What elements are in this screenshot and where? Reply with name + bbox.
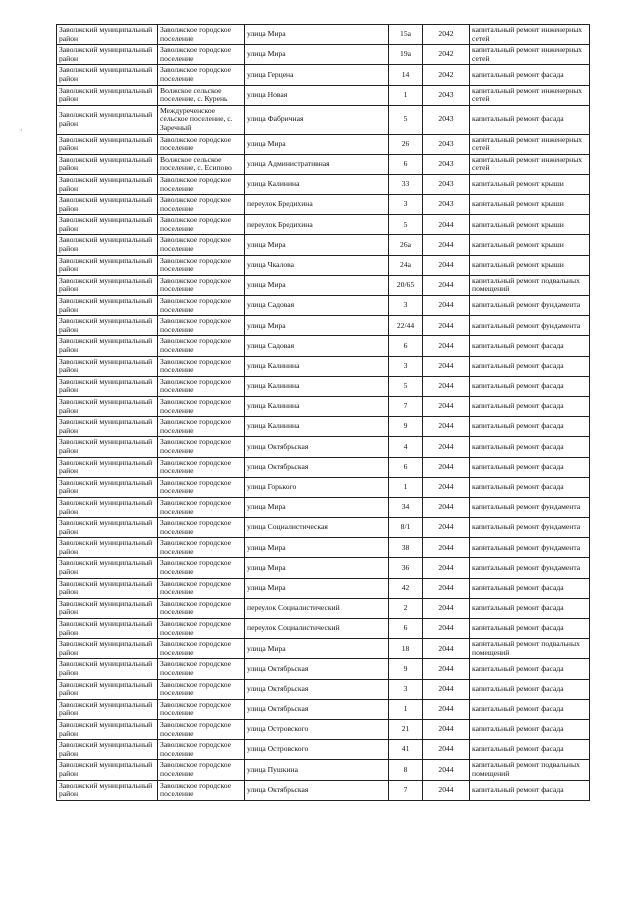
table-row [57,699,590,719]
work-type-cell: капитальный ремонт фасада [470,376,590,396]
settlement-cell: Заволжское городское поселение [158,518,245,538]
work-type-cell: капитальный ремонт крыши [470,195,590,215]
work-type-cell: капитальный ремонт подвальных помещений [470,275,590,295]
work-type-cell: капитальный ремонт фасада [470,679,590,699]
work-type-cell: капитальный ремонт фасада [470,719,590,739]
house-number-cell: 4 [389,437,423,457]
house-number-cell: 5 [389,105,423,134]
house-number-cell: 38 [389,538,423,558]
house-number-cell: 14 [389,65,423,85]
year-cell: 2044 [423,437,470,457]
work-type-cell: капитальный ремонт инженерных сетей [470,45,590,65]
work-type-cell: капитальный ремонт фасада [470,598,590,618]
street-cell: улица Пушкина [245,760,389,780]
table-row [57,740,590,760]
district-cell: Заволжский муниципальный район [57,376,158,396]
house-number-cell: 22/44 [389,316,423,336]
year-cell: 2044 [423,639,470,659]
street-cell: переулок Бредихина [245,195,389,215]
house-number-cell: 19а [389,45,423,65]
year-cell: 2044 [423,740,470,760]
work-type-cell: капитальный ремонт фасада [470,417,590,437]
settlement-cell: Заволжское городское поселение [158,195,245,215]
work-type-cell: капитальный ремонт инженерных сетей [470,154,590,174]
house-number-cell: 8/1 [389,518,423,538]
street-cell: улица Мира [245,134,389,154]
street-cell: улица Октябрьская [245,679,389,699]
table-body [57,25,590,801]
work-type-cell: капитальный ремонт фундамента [470,296,590,316]
table-row [57,679,590,699]
house-number-cell: 3 [389,195,423,215]
district-cell: Заволжский муниципальный район [57,659,158,679]
district-cell: Заволжский муниципальный район [57,740,158,760]
house-number-cell: 24а [389,255,423,275]
year-cell: 2043 [423,85,470,105]
house-number-cell: 26а [389,235,423,255]
street-cell: улица Октябрьская [245,699,389,719]
house-number-cell: 41 [389,740,423,760]
house-number-cell: 26 [389,134,423,154]
year-cell: 2044 [423,296,470,316]
table-row [57,659,590,679]
house-number-cell: 20/65 [389,275,423,295]
street-cell: улица Мира [245,578,389,598]
table-row [57,376,590,396]
district-cell: Заволжский муниципальный район [57,437,158,457]
settlement-cell: Междуреченское сельское поселение, с. Заречный [158,105,245,134]
street-cell: улица Калинина [245,396,389,416]
year-cell: 2044 [423,558,470,578]
house-number-cell: 15а [389,25,423,45]
work-type-cell: капитальный ремонт фасада [470,336,590,356]
work-type-cell: капитальный ремонт крыши [470,174,590,194]
settlement-cell: Заволжское городское поселение [158,65,245,85]
district-cell: Заволжский муниципальный район [57,760,158,780]
year-cell: 2043 [423,105,470,134]
street-cell: улица Калинина [245,376,389,396]
year-cell: 2044 [423,619,470,639]
table-row [57,396,590,416]
district-cell: Заволжский муниципальный район [57,255,158,275]
year-cell: 2044 [423,457,470,477]
year-cell: 2042 [423,25,470,45]
house-number-cell: 9 [389,417,423,437]
district-cell: Заволжский муниципальный район [57,457,158,477]
district-cell: Заволжский муниципальный район [57,235,158,255]
settlement-cell: Заволжское городское поселение [158,760,245,780]
street-cell: переулок Социалистический [245,598,389,618]
year-cell: 2044 [423,396,470,416]
year-cell: 2043 [423,195,470,215]
work-type-cell: капитальный ремонт фундамента [470,518,590,538]
work-type-cell: капитальный ремонт фундамента [470,316,590,336]
house-number-cell: 3 [389,356,423,376]
house-number-cell: 21 [389,719,423,739]
settlement-cell: Заволжское городское поселение [158,780,245,800]
work-type-cell: капитальный ремонт фасада [470,740,590,760]
table-row [57,437,590,457]
table-row [57,760,590,780]
house-number-cell: 1 [389,699,423,719]
district-cell: Заволжский муниципальный район [57,65,158,85]
street-cell: улица Калинина [245,174,389,194]
work-type-cell: капитальный ремонт фундамента [470,538,590,558]
settlement-cell: Заволжское городское поселение [158,477,245,497]
table-row [57,518,590,538]
year-cell: 2044 [423,598,470,618]
street-cell: улица Герцена [245,65,389,85]
table-row [57,85,590,105]
street-cell: переулок Социалистический [245,619,389,639]
house-number-cell: 6 [389,457,423,477]
house-number-cell: 9 [389,659,423,679]
street-cell: улица Октябрьская [245,437,389,457]
year-cell: 2044 [423,679,470,699]
district-cell: Заволжский муниципальный район [57,25,158,45]
year-cell: 2044 [423,477,470,497]
settlement-cell: Волжское сельское поселение, с. Курень [158,85,245,105]
district-cell: Заволжский муниципальный район [57,154,158,174]
house-number-cell: 18 [389,639,423,659]
work-type-cell: капитальный ремонт инженерных сетей [470,85,590,105]
table-row [57,356,590,376]
settlement-cell: Заволжское городское поселение [158,134,245,154]
settlement-cell: Заволжское городское поселение [158,174,245,194]
district-cell: Заволжский муниципальный район [57,719,158,739]
settlement-cell: Заволжское городское поселение [158,497,245,517]
table-row [57,174,590,194]
district-cell: Заволжский муниципальный район [57,538,158,558]
year-cell: 2044 [423,235,470,255]
table-row [57,45,590,65]
table-row [57,296,590,316]
year-cell: 2044 [423,699,470,719]
settlement-cell: Заволжское городское поселение [158,538,245,558]
district-cell: Заволжский муниципальный район [57,417,158,437]
year-cell: 2042 [423,65,470,85]
settlement-cell: Заволжское городское поселение [158,598,245,618]
house-number-cell: 36 [389,558,423,578]
settlement-cell: Заволжское городское поселение [158,578,245,598]
table-row [57,457,590,477]
street-cell: улица Октябрьская [245,659,389,679]
street-cell: улица Калинина [245,356,389,376]
year-cell: 2044 [423,538,470,558]
house-number-cell: 3 [389,296,423,316]
settlement-cell: Заволжское городское поселение [158,396,245,416]
settlement-cell: Заволжское городское поселение [158,235,245,255]
margin-mark: · [20,126,23,135]
table-row [57,255,590,275]
work-type-cell: капитальный ремонт инженерных сетей [470,25,590,45]
year-cell: 2044 [423,336,470,356]
street-cell: улица Мира [245,235,389,255]
street-cell: улица Садовая [245,296,389,316]
settlement-cell: Заволжское городское поселение [158,740,245,760]
work-type-cell: капитальный ремонт фасада [470,65,590,85]
street-cell: улица Садовая [245,336,389,356]
settlement-cell: Заволжское городское поселение [158,336,245,356]
street-cell: улица Октябрьская [245,457,389,477]
table-row [57,477,590,497]
table-row [57,336,590,356]
street-cell: улица Мира [245,639,389,659]
work-type-cell: капитальный ремонт фасада [470,396,590,416]
house-number-cell: 6 [389,336,423,356]
table-row [57,134,590,154]
work-type-cell: капитальный ремонт фасада [470,477,590,497]
work-type-cell: капитальный ремонт фасада [470,437,590,457]
district-cell: Заволжский муниципальный район [57,336,158,356]
district-cell: Заволжский муниципальный район [57,396,158,416]
year-cell: 2044 [423,719,470,739]
work-type-cell: капитальный ремонт фасада [470,356,590,376]
table-row [57,780,590,800]
year-cell: 2044 [423,497,470,517]
work-type-cell: капитальный ремонт фасада [470,699,590,719]
settlement-cell: Заволжское городское поселение [158,619,245,639]
table-row [57,578,590,598]
house-number-cell: 34 [389,497,423,517]
work-type-cell: капитальный ремонт фасада [470,659,590,679]
table-row [57,65,590,85]
district-cell: Заволжский муниципальный район [57,558,158,578]
district-cell: Заволжский муниципальный район [57,174,158,194]
district-cell: Заволжский муниципальный район [57,275,158,295]
district-cell: Заволжский муниципальный район [57,105,158,134]
table-row [57,235,590,255]
settlement-cell: Заволжское городское поселение [158,457,245,477]
table-row [57,598,590,618]
district-cell: Заволжский муниципальный район [57,45,158,65]
work-type-cell: капитальный ремонт подвальных помещений [470,639,590,659]
table-row [57,619,590,639]
work-type-cell: капитальный ремонт фасада [470,780,590,800]
settlement-cell: Заволжское городское поселение [158,558,245,578]
district-cell: Заволжский муниципальный район [57,477,158,497]
district-cell: Заволжский муниципальный район [57,679,158,699]
table-row [57,275,590,295]
district-cell: Заволжский муниципальный район [57,619,158,639]
street-cell: улица Мира [245,275,389,295]
street-cell: улица Социалистическая [245,518,389,538]
settlement-cell: Заволжское городское поселение [158,679,245,699]
table-row [57,417,590,437]
house-number-cell: 1 [389,477,423,497]
street-cell: переулок Бредихина [245,215,389,235]
district-cell: Заволжский муниципальный район [57,699,158,719]
year-cell: 2042 [423,45,470,65]
district-cell: Заволжский муниципальный район [57,85,158,105]
house-number-cell: 6 [389,619,423,639]
work-type-cell: капитальный ремонт фундамента [470,497,590,517]
district-cell: Заволжский муниципальный район [57,356,158,376]
settlement-cell: Заволжское городское поселение [158,215,245,235]
year-cell: 2044 [423,518,470,538]
table-row [57,25,590,45]
year-cell: 2044 [423,316,470,336]
table-row [57,538,590,558]
settlement-cell: Заволжское городское поселение [158,417,245,437]
district-cell: Заволжский муниципальный район [57,134,158,154]
settlement-cell: Волжское сельское поселение, с. Есипово [158,154,245,174]
settlement-cell: Заволжское городское поселение [158,255,245,275]
year-cell: 2044 [423,356,470,376]
settlement-cell: Заволжское городское поселение [158,376,245,396]
year-cell: 2044 [423,578,470,598]
work-type-cell: капитальный ремонт фасада [470,457,590,477]
settlement-cell: Заволжское городское поселение [158,437,245,457]
table-row [57,558,590,578]
street-cell: улица Мира [245,538,389,558]
street-cell: улица Мира [245,497,389,517]
street-cell: улица Островского [245,719,389,739]
house-number-cell: 3 [389,679,423,699]
house-number-cell: 33 [389,174,423,194]
street-cell: улица Новая [245,85,389,105]
house-number-cell: 7 [389,396,423,416]
repair-program-table [56,24,590,801]
district-cell: Заволжский муниципальный район [57,518,158,538]
house-number-cell: 5 [389,376,423,396]
year-cell: 2043 [423,134,470,154]
house-number-cell: 7 [389,780,423,800]
table-row [57,316,590,336]
settlement-cell: Заволжское городское поселение [158,659,245,679]
work-type-cell: капитальный ремонт подвальных помещений [470,760,590,780]
work-type-cell: капитальный ремонт фундамента [470,558,590,578]
year-cell: 2043 [423,174,470,194]
table-row [57,497,590,517]
settlement-cell: Заволжское городское поселение [158,275,245,295]
settlement-cell: Заволжское городское поселение [158,316,245,336]
year-cell: 2044 [423,255,470,275]
settlement-cell: Заволжское городское поселение [158,356,245,376]
street-cell: улица Калинина [245,417,389,437]
settlement-cell: Заволжское городское поселение [158,699,245,719]
district-cell: Заволжский муниципальный район [57,296,158,316]
work-type-cell: капитальный ремонт крыши [470,235,590,255]
settlement-cell: Заволжское городское поселение [158,296,245,316]
street-cell: улица Чкалова [245,255,389,275]
street-cell: улица Фабричная [245,105,389,134]
district-cell: Заволжский муниципальный район [57,578,158,598]
street-cell: улица Мира [245,316,389,336]
table-row [57,105,590,134]
house-number-cell: 42 [389,578,423,598]
year-cell: 2044 [423,780,470,800]
table-row [57,195,590,215]
district-cell: Заволжский муниципальный район [57,780,158,800]
settlement-cell: Заволжское городское поселение [158,45,245,65]
table-row [57,639,590,659]
district-cell: Заволжский муниципальный район [57,215,158,235]
street-cell: улица Мира [245,45,389,65]
house-number-cell: 6 [389,154,423,174]
street-cell: улица Горького [245,477,389,497]
table-row [57,154,590,174]
year-cell: 2044 [423,215,470,235]
district-cell: Заволжский муниципальный район [57,195,158,215]
district-cell: Заволжский муниципальный район [57,497,158,517]
street-cell: улица Мира [245,25,389,45]
work-type-cell: капитальный ремонт крыши [470,215,590,235]
house-number-cell: 8 [389,760,423,780]
street-cell: улица Октябрьская [245,780,389,800]
house-number-cell: 1 [389,85,423,105]
year-cell: 2044 [423,659,470,679]
year-cell: 2044 [423,417,470,437]
street-cell: улица Островского [245,740,389,760]
work-type-cell: капитальный ремонт инженерных сетей [470,134,590,154]
settlement-cell: Заволжское городское поселение [158,719,245,739]
district-cell: Заволжский муниципальный район [57,316,158,336]
year-cell: 2044 [423,376,470,396]
house-number-cell: 5 [389,215,423,235]
district-cell: Заволжский муниципальный район [57,639,158,659]
year-cell: 2044 [423,760,470,780]
street-cell: улица Мира [245,558,389,578]
table-row [57,215,590,235]
settlement-cell: Заволжское городское поселение [158,639,245,659]
work-type-cell: капитальный ремонт крыши [470,255,590,275]
street-cell: улица Административная [245,154,389,174]
work-type-cell: капитальный ремонт фасада [470,578,590,598]
table-row [57,719,590,739]
settlement-cell: Заволжское городское поселение [158,25,245,45]
district-cell: Заволжский муниципальный район [57,598,158,618]
house-number-cell: 2 [389,598,423,618]
work-type-cell: капитальный ремонт фасада [470,105,590,134]
year-cell: 2044 [423,275,470,295]
work-type-cell: капитальный ремонт фасада [470,619,590,639]
year-cell: 2043 [423,154,470,174]
